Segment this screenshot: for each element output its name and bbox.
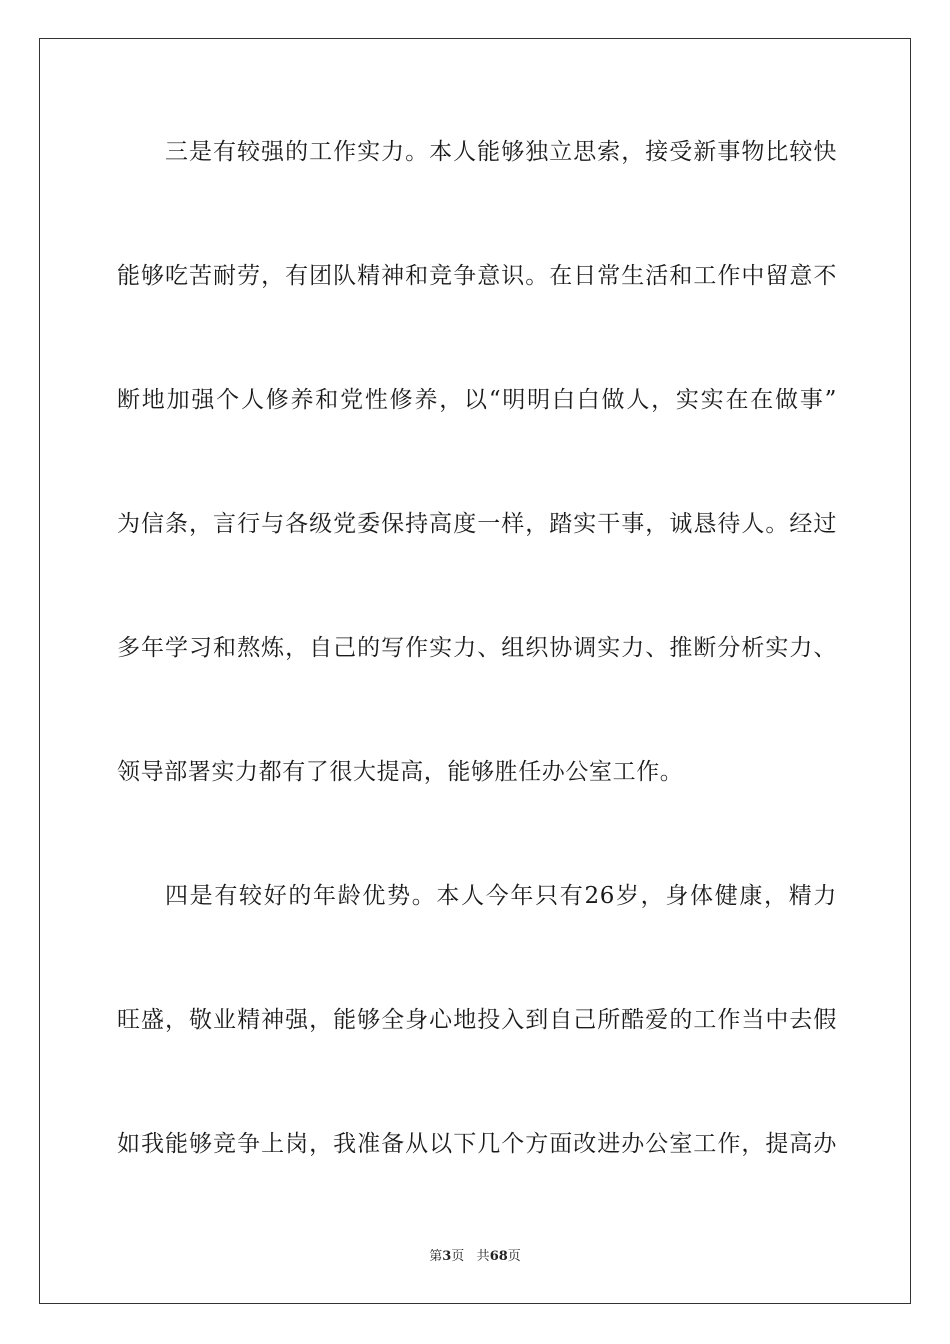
paragraph-line-2: 能够吃苦耐劳，有团队精神和竞争意识。在日常生活和工作中留意不	[117, 263, 837, 289]
paragraph-line-7: 四是有较好的年龄优势。本人今年只有26岁，身体健康，精力	[165, 883, 837, 909]
paragraph-line-4: 为信条，言行与各级党委保持高度一样，踏实干事，诚恳待人。经过	[117, 511, 837, 537]
footer-page-suffix: 页	[451, 1249, 465, 1264]
footer-total-prefix: 共	[476, 1249, 490, 1264]
paragraph-line-9: 如我能够竞争上岗，我准备从以下几个方面改进办公室工作，提高办	[117, 1131, 837, 1157]
page-border	[39, 38, 911, 1304]
paragraph-line-6: 领导部署实力都有了很大提高，能够胜任办公室工作。	[117, 759, 684, 785]
paragraph-line-8: 旺盛，敬业精神强，能够全身心地投入到自己所酷爱的工作当中去假	[117, 1007, 837, 1033]
paragraph-line-1: 三是有较强的工作实力。本人能够独立思索，接受新事物比较快	[165, 139, 837, 165]
footer-page-prefix: 第	[429, 1249, 443, 1264]
footer-total-pages: 68	[489, 1249, 508, 1264]
footer-page-number: 3	[442, 1249, 452, 1264]
footer-total-suffix: 页	[507, 1249, 521, 1264]
paragraph-line-3: 断地加强个人修养和党性修养，以“明明白白做人，实实在在做事”	[117, 387, 837, 413]
paragraph-line-5: 多年学习和熬炼，自己的写作实力、组织协调实力、推断分析实力、	[117, 635, 837, 661]
page-footer	[0, 1248, 950, 1266]
